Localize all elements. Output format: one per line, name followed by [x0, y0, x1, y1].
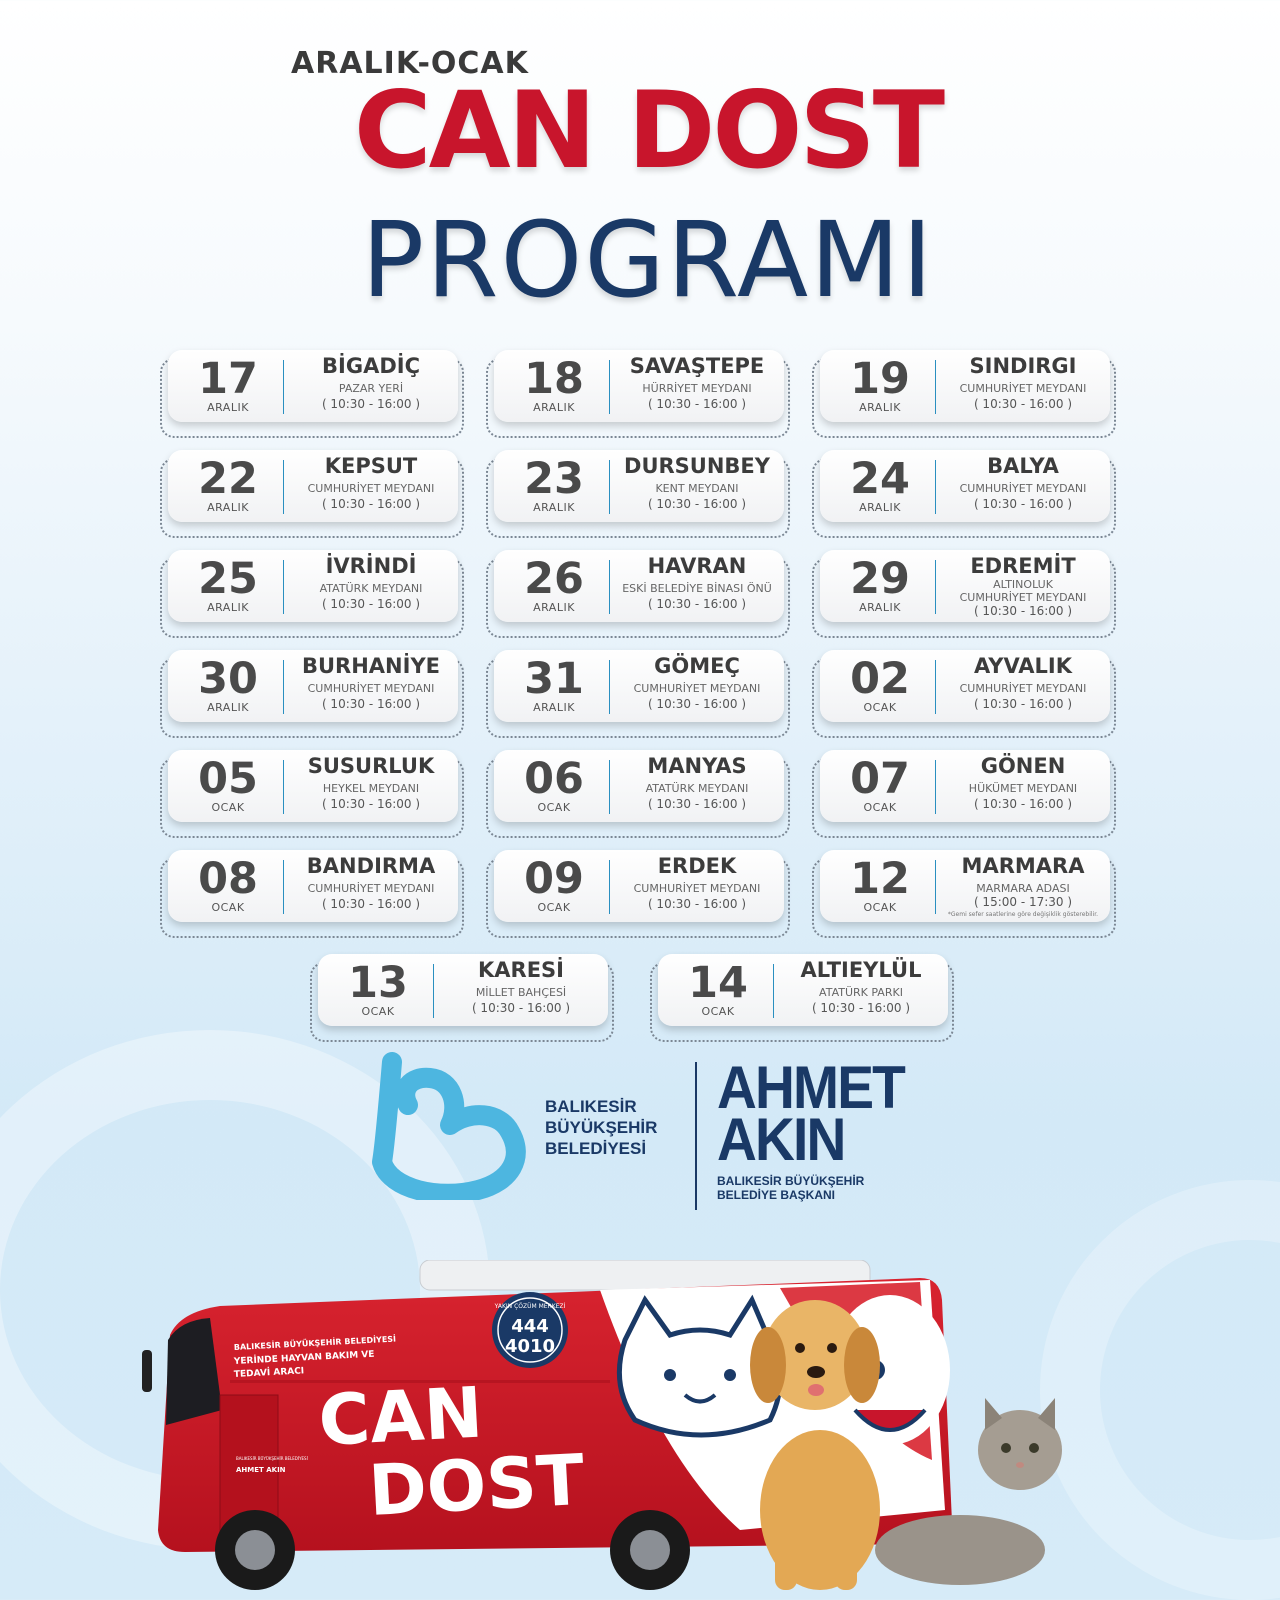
schedule-month: ARALIK: [533, 501, 575, 514]
card-divider: [609, 360, 610, 414]
badge-top-text: YAKIN ÇÖZÜM MERKEZİ: [494, 1303, 566, 1310]
schedule-place: EDREMİT: [970, 554, 1076, 578]
schedule-card: [168, 450, 468, 526]
schedule-month: ARALIK: [859, 401, 901, 414]
schedule-location-line2: CUMHURİYET MEYDANI: [959, 591, 1087, 604]
period-subtitle: ARALIK-OCAK: [291, 46, 529, 81]
schedule-card: [658, 954, 958, 1030]
schedule-month: ARALIK: [533, 401, 575, 414]
schedule-card: [494, 750, 794, 826]
schedule-card: [820, 850, 1120, 926]
schedule-card: [494, 550, 794, 626]
mayor-title-line1: BALIKESİR BÜYÜKŞEHİR: [717, 1174, 865, 1188]
schedule-location: MARMARA ADASI: [976, 882, 1070, 895]
card-divider: [773, 964, 774, 1018]
schedule-place: BALYA: [987, 454, 1059, 478]
schedule-day: 12: [850, 854, 910, 904]
schedule-place: MARMARA: [961, 854, 1085, 878]
schedule-day: 07: [850, 754, 910, 804]
schedule-card: [820, 750, 1120, 826]
schedule-location: ATATÜRK MEYDANI: [645, 782, 749, 795]
schedule-place: MANYAS: [647, 754, 747, 778]
bus-brand-dost: DOST: [366, 1438, 587, 1532]
schedule-card: [168, 750, 468, 826]
schedule-card: [494, 850, 794, 926]
schedule-location: CUMHURİYET MEYDANI: [307, 882, 435, 895]
schedule-time: ( 10:30 - 16:00 ): [321, 497, 421, 511]
schedule-location: CUMHURİYET MEYDANI: [633, 682, 761, 695]
card-divider: [283, 860, 284, 914]
schedule-place: SAVAŞTEPE: [629, 354, 765, 378]
schedule-day: 22: [198, 454, 258, 504]
schedule-card-body: [494, 650, 784, 722]
schedule-place: GÖMEÇ: [654, 654, 740, 678]
municipality-name: [545, 1096, 705, 1159]
schedule-location: ATATÜRK MEYDANI: [319, 582, 423, 595]
schedule-card-body: [168, 550, 458, 622]
schedule-month: OCAK: [537, 801, 571, 814]
schedule-time: ( 10:30 - 16:00 ): [647, 497, 747, 511]
bus-panel-mayor: AHMET AKIN: [236, 1466, 286, 1474]
schedule-place: AYVALIK: [974, 654, 1072, 678]
schedule-card-body: [820, 650, 1110, 722]
schedule-card: [494, 350, 794, 426]
schedule-day: 06: [524, 754, 584, 804]
mayor-title: [717, 1174, 897, 1202]
schedule-day: 17: [198, 354, 258, 404]
schedule-time: ( 10:30 - 16:00 ): [973, 797, 1073, 811]
schedule-place: İVRİNDİ: [325, 554, 417, 578]
schedule-month: OCAK: [863, 901, 897, 914]
schedule-card-body: [494, 850, 784, 922]
schedule-month: ARALIK: [533, 601, 575, 614]
schedule-card-body: [168, 450, 458, 522]
schedule-month: OCAK: [863, 801, 897, 814]
schedule-day: 13: [348, 958, 408, 1008]
schedule-location: CUMHURİYET MEYDANI: [959, 682, 1087, 695]
schedule-place: BANDIRMA: [306, 854, 436, 878]
schedule-card-body: [318, 954, 608, 1026]
title-can-dost: CAN DOST: [353, 69, 943, 192]
bus-panel-org: BALIKESİR BÜYÜKŞEHİR BELEDİYESİ: [236, 1456, 308, 1461]
schedule-time: ( 10:30 - 16:00 ): [647, 897, 747, 911]
schedule-place: KEPSUT: [324, 454, 418, 478]
schedule-time: ( 10:30 - 16:00 ): [321, 697, 421, 711]
schedule-card-body: [494, 450, 784, 522]
schedule-card: [168, 650, 468, 726]
badge-number-line1: 444: [511, 1316, 549, 1337]
schedule-card-body: [820, 350, 1110, 422]
municipality-name-line2: BÜYÜKŞEHİR: [545, 1118, 658, 1137]
schedule-card-body: [494, 350, 784, 422]
badge-number-line2: 4010: [504, 1336, 556, 1357]
schedule-month: OCAK: [863, 701, 897, 714]
title-programi: PROGRAMI: [361, 199, 935, 321]
card-divider: [609, 660, 610, 714]
schedule-place: HAVRAN: [647, 554, 747, 578]
schedule-time: ( 10:30 - 16:00 ): [471, 1001, 571, 1015]
schedule-place: GÖNEN: [980, 754, 1066, 778]
schedule-month: ARALIK: [207, 701, 249, 714]
card-divider: [935, 460, 936, 514]
footer-logos: [360, 1050, 920, 1210]
schedule-location: CUMHURİYET MEYDANI: [307, 482, 435, 495]
schedule-card-body: [168, 350, 458, 422]
schedule-card-body: [494, 550, 784, 622]
hotline-badge: [492, 1292, 568, 1368]
mayor-title-line2: BELEDİYE BAŞKANI: [717, 1188, 836, 1202]
schedule-card: [820, 650, 1120, 726]
schedule-time: ( 10:30 - 16:00 ): [647, 397, 747, 411]
bus-tagline-line3: TEDAVİ ARACI: [233, 1366, 305, 1380]
schedule-time: ( 10:30 - 16:00 ): [973, 697, 1073, 711]
schedule-day: 19: [850, 354, 910, 404]
schedule-place: ERDEK: [657, 854, 737, 878]
schedule-card: [494, 450, 794, 526]
schedule-location: HEYKEL MEYDANI: [322, 782, 420, 795]
card-divider: [935, 360, 936, 414]
schedule-day: 24: [850, 454, 910, 504]
schedule-month: ARALIK: [207, 401, 249, 414]
card-divider: [283, 360, 284, 414]
schedule-month: OCAK: [211, 801, 245, 814]
card-divider: [283, 760, 284, 814]
card-divider: [935, 660, 936, 714]
schedule-card-body: [658, 954, 948, 1026]
card-divider: [283, 560, 284, 614]
schedule-time: ( 10:30 - 16:00 ): [811, 1001, 911, 1015]
schedule-month: ARALIK: [859, 501, 901, 514]
bus-brand-can: CAN: [316, 1371, 485, 1462]
schedule-time: ( 10:30 - 16:00 ): [973, 497, 1073, 511]
logo-divider: [695, 1062, 697, 1210]
schedule-day: 25: [198, 554, 258, 604]
schedule-card: [168, 550, 468, 626]
municipality-name-line3: BELEDİYESİ: [545, 1139, 647, 1158]
schedule-location: CUMHURİYET MEYDANI: [307, 682, 435, 695]
schedule-place: KARESİ: [478, 958, 564, 982]
schedule-location: PAZAR YERİ: [338, 382, 404, 395]
municipality-name-line1: BALIKESİR: [545, 1097, 637, 1116]
schedule-time: ( 10:30 - 16:00 ): [321, 797, 421, 811]
schedule-month: ARALIK: [207, 501, 249, 514]
schedule-location: ATATÜRK PARKI: [819, 986, 903, 999]
schedule-time: ( 10:30 - 16:00 ): [973, 604, 1073, 618]
schedule-location: ALTINOLUK: [993, 578, 1053, 591]
card-divider: [609, 760, 610, 814]
card-divider: [935, 560, 936, 614]
heart-logo-icon: [360, 1050, 540, 1200]
card-divider: [609, 860, 610, 914]
schedule-time: ( 10:30 - 16:00 ): [647, 697, 747, 711]
schedule-place: ALTIEYLÜL: [800, 958, 922, 982]
schedule-day: 08: [198, 854, 258, 904]
schedule-card-body: [820, 850, 1110, 922]
schedule-card-body: [820, 450, 1110, 522]
schedule-place: DURSUNBEY: [624, 454, 770, 478]
schedule-place: BİGADİÇ: [322, 354, 420, 378]
schedule-time: ( 10:30 - 16:00 ): [973, 397, 1073, 411]
schedule-month: ARALIK: [859, 601, 901, 614]
schedule-card: [494, 650, 794, 726]
schedule-note: *Gemi sefer saatlerine göre değişiklik gösterebilir.: [947, 911, 1099, 918]
schedule-day: 30: [198, 654, 258, 704]
can-dost-bus: [140, 1260, 1140, 1600]
schedule-day: 05: [198, 754, 258, 804]
schedule-location: CUMHURİYET MEYDANI: [633, 882, 761, 895]
schedule-card-body: [820, 550, 1110, 622]
schedule-card: [318, 954, 618, 1030]
schedule-location: HÜKÜMET MEYDANI: [968, 782, 1078, 795]
schedule-card-body: [168, 750, 458, 822]
schedule-month: OCAK: [537, 901, 571, 914]
card-divider: [433, 964, 434, 1018]
schedule-day: 02: [850, 654, 910, 704]
schedule-month: ARALIK: [533, 701, 575, 714]
schedule-time: ( 15:00 - 17:30 ): [973, 895, 1073, 909]
schedule-place: SUSURLUK: [307, 754, 435, 778]
schedule-location: HÜRRİYET MEYDANI: [642, 382, 752, 395]
schedule-day: 26: [524, 554, 584, 604]
mayor-name: [717, 1054, 905, 1173]
schedule-day: 23: [524, 454, 584, 504]
schedule-card: [820, 550, 1120, 626]
schedule-location: MİLLET BAHÇESİ: [475, 986, 567, 999]
schedule-time: ( 10:30 - 16:00 ): [647, 597, 747, 611]
card-divider: [609, 560, 610, 614]
schedule-month: ARALIK: [207, 601, 249, 614]
schedule-card-body: [820, 750, 1110, 822]
schedule-month: OCAK: [211, 901, 245, 914]
schedule-place: SINDIRGI: [969, 354, 1077, 378]
schedule-card: [168, 850, 468, 926]
schedule-month: OCAK: [701, 1005, 735, 1018]
schedule-card-body: [168, 650, 458, 722]
bus-tagline-line2: YERİNDE HAYVAN BAKIM VE: [233, 1349, 375, 1367]
schedule-card: [820, 450, 1120, 526]
schedule-card: [168, 350, 468, 426]
schedule-day: 09: [524, 854, 584, 904]
schedule-place: BURHANİYE: [302, 654, 440, 678]
schedule-day: 14: [688, 958, 748, 1008]
schedule-time: ( 10:30 - 16:00 ): [321, 397, 421, 411]
bus-tagline-line1: BALIKESİR BÜYÜKŞEHİR BELEDİYESİ: [233, 1334, 397, 1352]
mayor-first-name: AHMET: [717, 1054, 905, 1121]
schedule-card-body: [494, 750, 784, 822]
schedule-day: 31: [524, 654, 584, 704]
schedule-time: ( 10:30 - 16:00 ): [321, 897, 421, 911]
card-divider: [283, 660, 284, 714]
schedule-day: 18: [524, 354, 584, 404]
schedule-location: CUMHURİYET MEYDANI: [959, 482, 1087, 495]
mayor-last-name: AKIN: [717, 1106, 845, 1173]
schedule-location: CUMHURİYET MEYDANI: [959, 382, 1087, 395]
schedule-time: ( 10:30 - 16:00 ): [321, 597, 421, 611]
schedule-card-body: [168, 850, 458, 922]
schedule-card: [820, 350, 1120, 426]
schedule-time: ( 10:30 - 16:00 ): [647, 797, 747, 811]
bus-illustration: [140, 1260, 1140, 1600]
card-divider: [283, 460, 284, 514]
card-divider: [609, 460, 610, 514]
card-divider: [935, 860, 936, 914]
schedule-location: ESKİ BELEDİYE BİNASI ÖNÜ: [622, 582, 772, 595]
card-divider: [935, 760, 936, 814]
schedule-month: OCAK: [361, 1005, 395, 1018]
schedule-location: KENT MEYDANI: [655, 482, 739, 495]
schedule-day: 29: [850, 554, 910, 604]
